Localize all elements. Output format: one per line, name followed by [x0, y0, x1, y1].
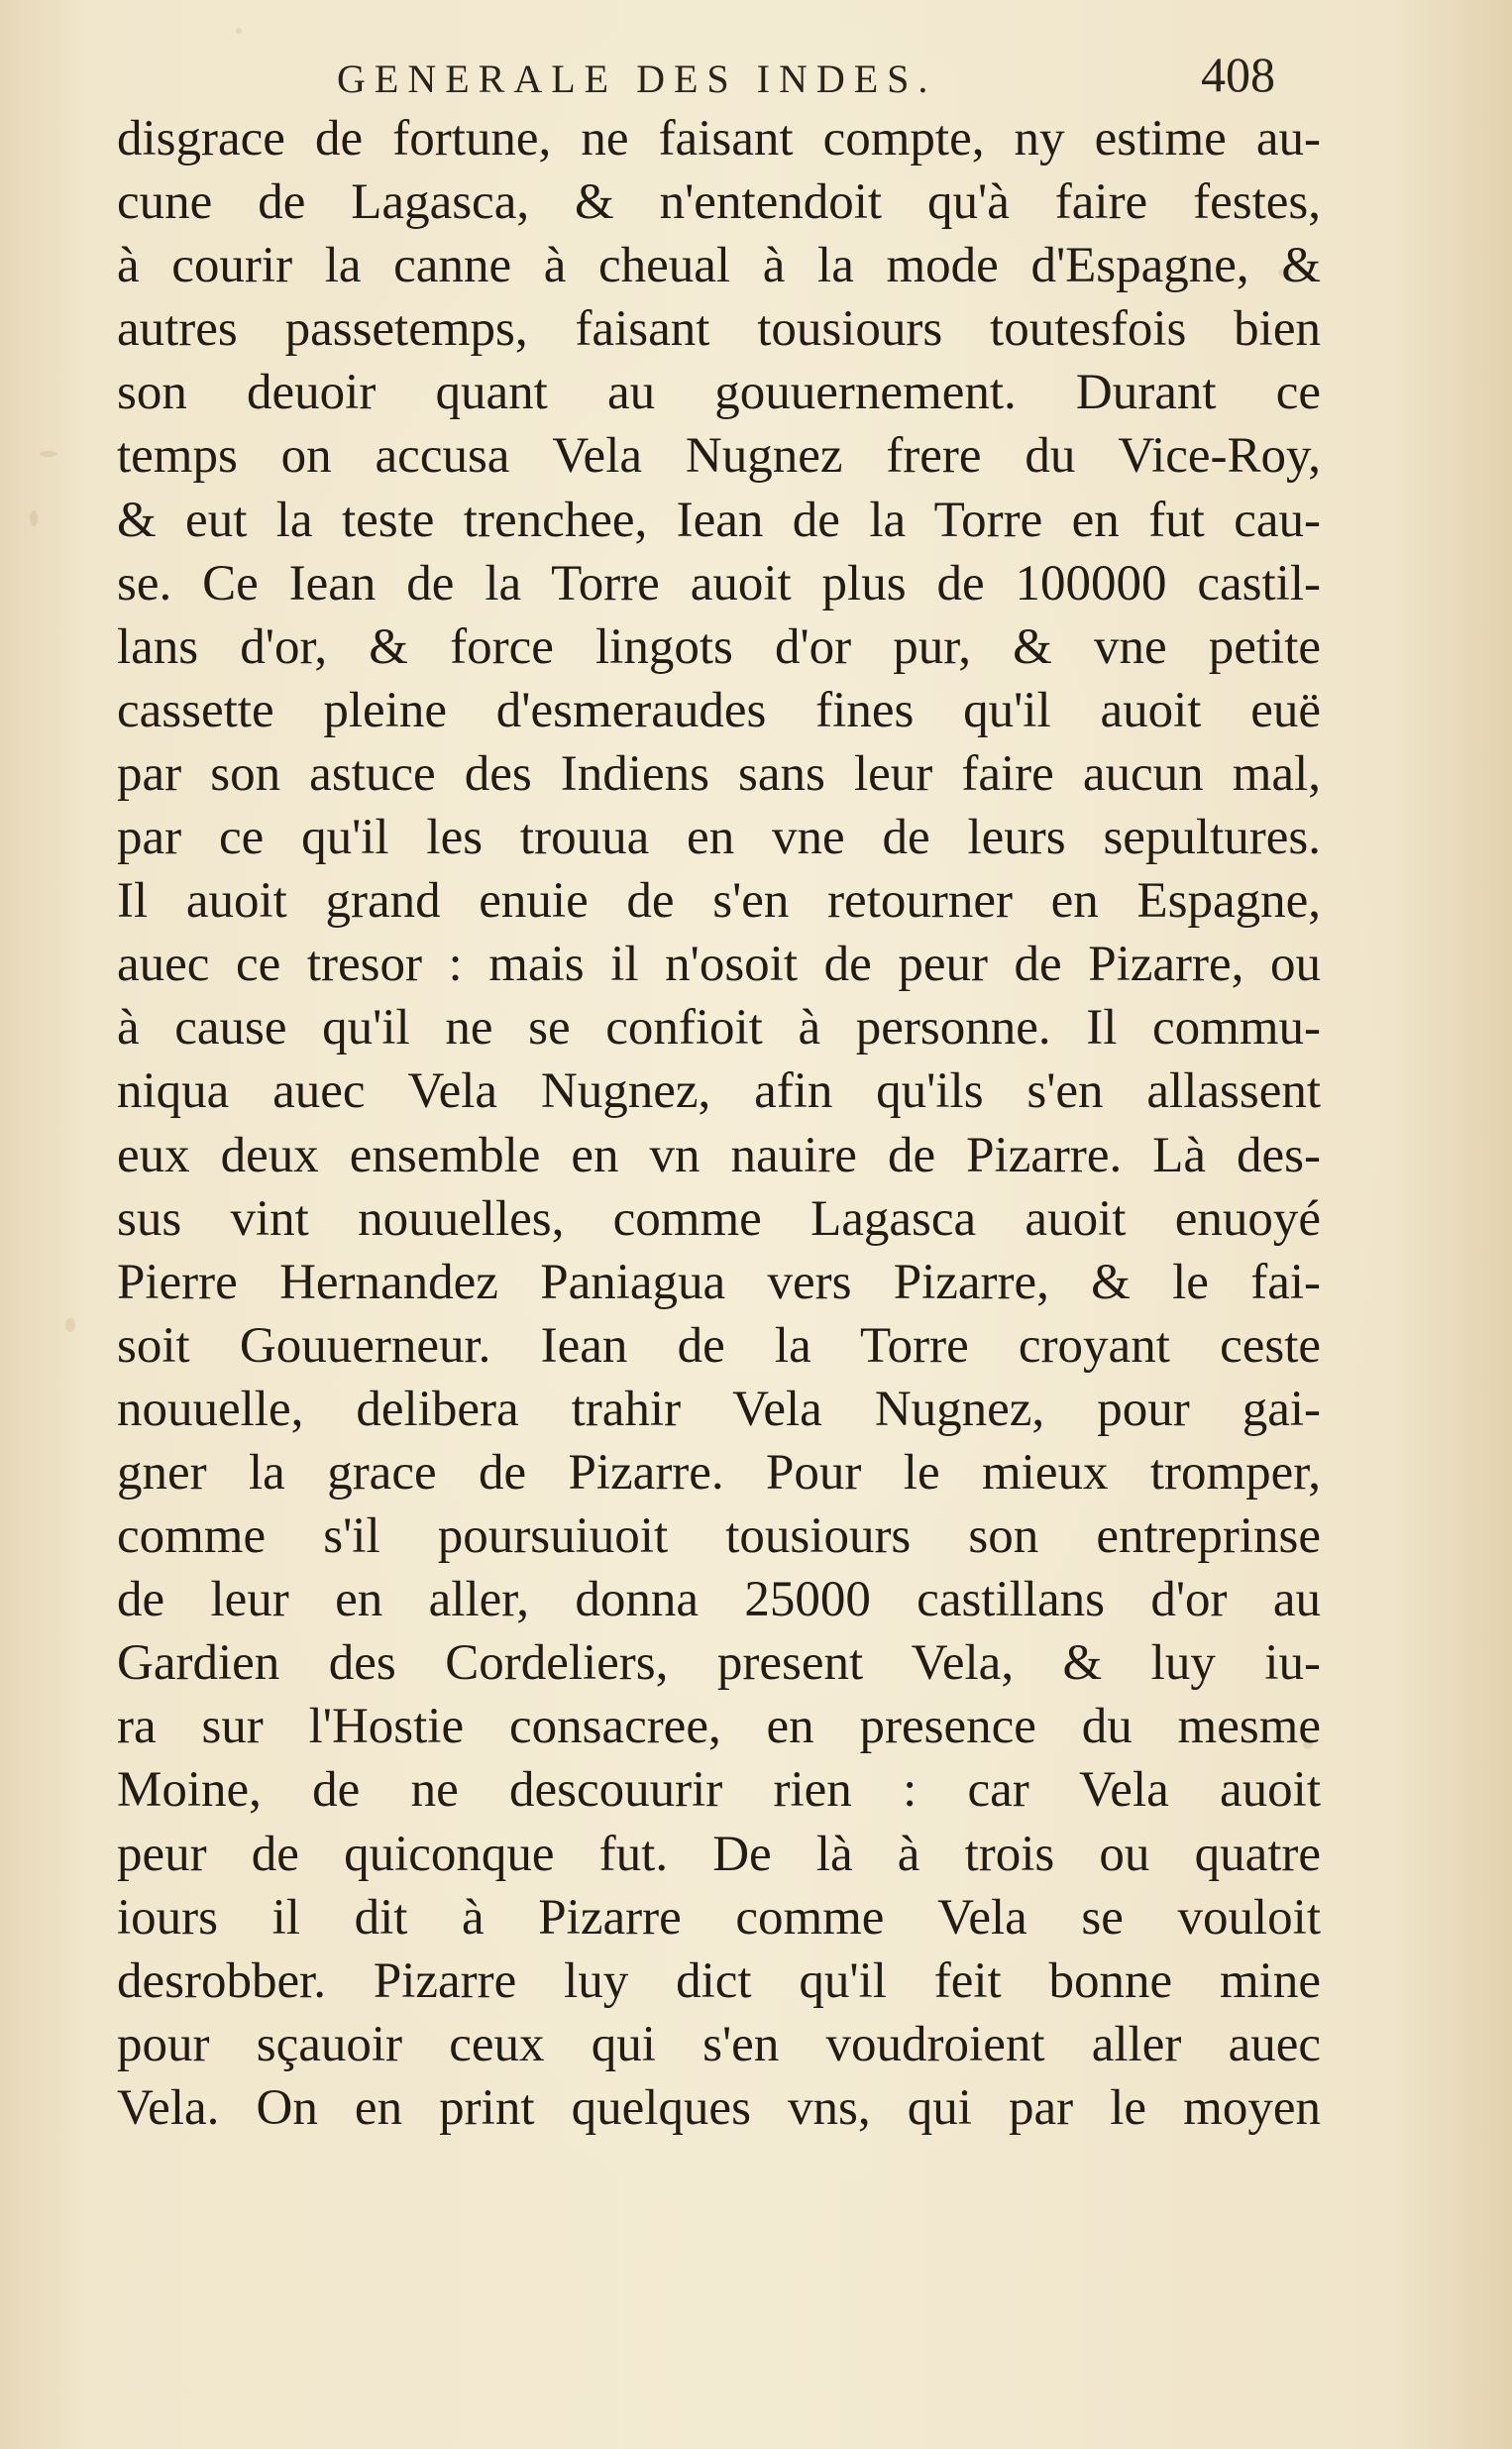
text-line: sus vint nouuelles, comme Lagasca auoit enuoyé: [117, 1190, 1321, 1247]
text-line: cassette pleine d'esmeraudes fines qu'il auoit euë: [117, 682, 1321, 738]
text-line: par son astuce des Indiens sans leur faire aucun mal,: [117, 745, 1321, 802]
text-line: disgrace de fortune, ne faisant compte, ny estime au-: [117, 111, 1321, 167]
text-line: son deuoir quant au gouuernement. Durant ce: [117, 365, 1321, 421]
text-line: gner la grace de Pizarre. Pour le mieux tromper,: [117, 1444, 1321, 1501]
text-line: se. Ce Iean de la Torre auoit plus de 100000 castil-: [117, 555, 1321, 612]
text-line: & eut la teste trenchee, Iean de la Torre en fut cau-: [117, 492, 1321, 548]
text-line: cune de Lagasca, & n'entendoit qu'à faire festes,: [117, 174, 1321, 231]
text-line: temps on accusa Vela Nugnez frere du Vice-Roy,: [117, 428, 1321, 485]
text-line: peur de quiconque fut. De là à trois ou quatre: [117, 1826, 1321, 1882]
paper-stain: [40, 451, 57, 457]
text-line: Il auoit grand enuie de s'en retourner en Espagne,: [117, 873, 1321, 930]
text-line: à courir la canne à cheual à la mode d'Espagne, &: [117, 238, 1321, 294]
text-line: Vela. On en print quelques vns, qui par le moyen: [117, 2079, 1321, 2136]
text-line: pour sçauoir ceux qui s'en voudroient aller auec: [117, 2016, 1321, 2072]
text-line: Gardien des Cordeliers, present Vela, & luy iu-: [117, 1635, 1321, 1692]
text-line: desrobber. Pizarre luy dict qu'il feit bonne mine: [117, 1952, 1321, 2009]
text-line: Pierre Hernandez Paniagua vers Pizarre, & le fai-: [117, 1254, 1321, 1310]
running-head: GENERALE DES INDES.: [337, 56, 937, 101]
page-number: 408: [1201, 47, 1275, 102]
text-line: soit Gouuerneur. Iean de la Torre croyant ceste: [117, 1317, 1321, 1374]
text-line: iours il dit à Pizarre comme Vela se vouloit: [117, 1889, 1321, 1946]
text-line: niqua auec Vela Nugnez, afin qu'ils s'en allassent: [117, 1063, 1321, 1120]
text-line: par ce qu'il les trouua en vne de leurs sepultures.: [117, 810, 1321, 866]
body-text: [117, 107, 1321, 2140]
text-line: de leur en aller, donna 25000 castillans d'or au: [117, 1572, 1321, 1628]
text-line: comme s'il poursuiuoit tousiours son entreprinse: [117, 1508, 1321, 1565]
text-line: eux deux ensemble en vn nauire de Pizarre. Là des-: [117, 1127, 1321, 1183]
text-line: Moine, de ne descouurir rien : car Vela auoit: [117, 1762, 1321, 1819]
text-line: à cause qu'il ne se confioit à personne. Il commu-: [117, 1000, 1321, 1057]
paper-stain: [236, 28, 242, 34]
text-line: ra sur l'Hostie consacree, en presence du mesme: [117, 1699, 1321, 1755]
paper-stain: [65, 1318, 75, 1332]
text-line: autres passetemps, faisant tousiours toutesfois bien: [117, 301, 1321, 358]
paper-stain: [30, 510, 38, 526]
text-line: nouuelle, delibera trahir Vela Nugnez, pour gai-: [117, 1381, 1321, 1437]
text-line: lans d'or, & force lingots d'or pur, & vne petite: [117, 618, 1321, 675]
text-line: auec ce tresor : mais il n'osoit de peur de Pizarre, ou: [117, 937, 1321, 993]
